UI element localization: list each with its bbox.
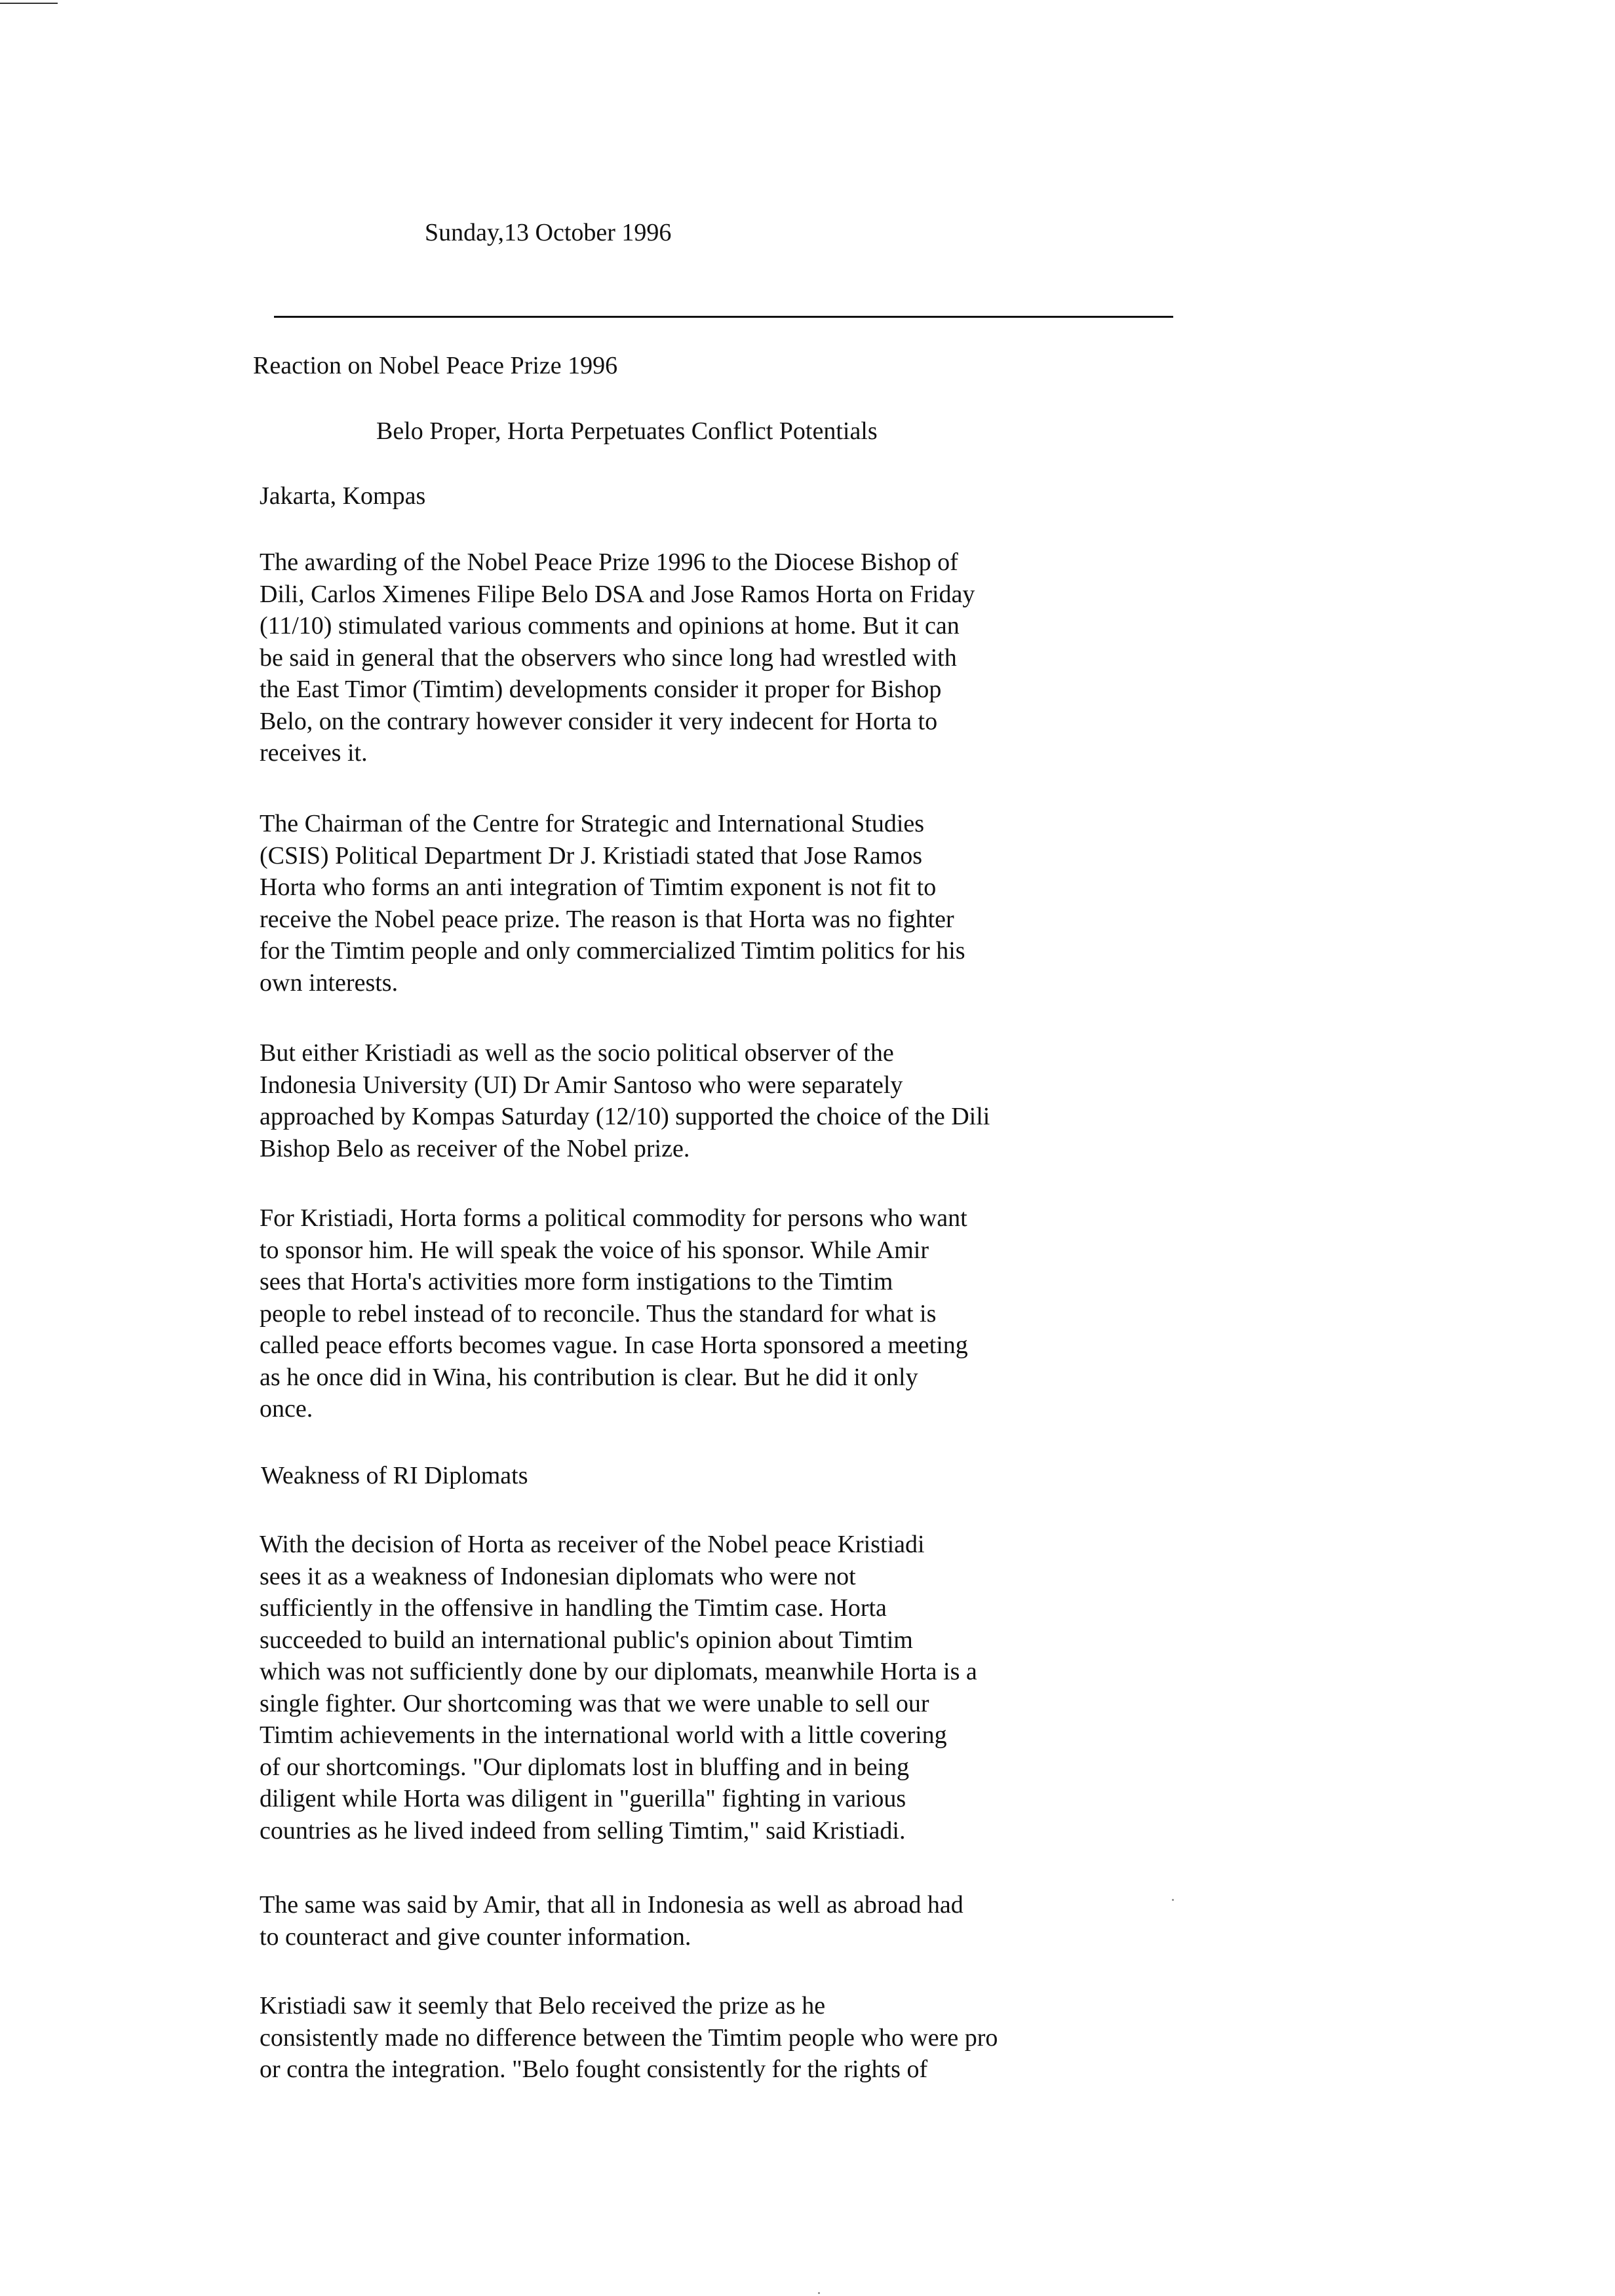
article-dateline: Jakarta, Kompas (260, 482, 426, 510)
paragraph-1 (260, 546, 1138, 769)
paragraph-line: or contra the integration. "Belo fought consistently for the rights of (260, 2056, 928, 2083)
paragraph-line: (11/10) stimulated various comments and opinions at home. But it can (260, 612, 960, 640)
paragraph-3 (260, 1037, 1138, 1164)
scan-speck (818, 2292, 820, 2294)
paragraph-line: once. (260, 1395, 313, 1423)
paragraph-line: For Kristiadi, Horta forms a political commodity for persons who want (260, 1204, 967, 1232)
paragraph-line: diligent while Horta was diligent in "guerilla" fighting in various (260, 1785, 906, 1812)
paragraph-line: Indonesia University (UI) Dr Amir Santoso who were separately (260, 1071, 903, 1099)
header-rule (274, 316, 1173, 318)
article-headline: Belo Proper, Horta Perpetuates Conflict Potentials (376, 417, 878, 445)
paragraph-line: for the Timtim people and only commercialized Timtim politics for his (260, 937, 965, 965)
paragraph-line: own interests. (260, 968, 399, 997)
section-subheading: Weakness of RI Diplomats (261, 1462, 528, 1489)
paragraph-line: people to rebel instead of to reconcile. Thus the standard for what is (260, 1299, 937, 1328)
paragraph-line: The awarding of the Nobel Peace Prize 1996 to the Diocese Bishop of (260, 548, 958, 576)
paragraph-line: Dili, Carlos Ximenes Filipe Belo DSA and Jose Ramos Horta on Friday (260, 580, 975, 608)
paragraph-line: consistently made no difference between the Timtim people who were pro (260, 2023, 998, 2052)
paragraph-7 (260, 1990, 1138, 2086)
paragraph-line: Horta who forms an anti integration of Timtim exponent is not fit to (260, 873, 937, 901)
paragraph-line: sees that Horta's activities more form instigations to the Timtim (260, 1268, 893, 1295)
paragraph-2 (260, 808, 1138, 999)
paragraph-line: Bishop Belo as receiver of the Nobel prize. (260, 1134, 690, 1162)
paragraph-line: sees it as a weakness of Indonesian diplomats who were not (260, 1562, 856, 1590)
paragraph-line: Timtim achievements in the international world with a little covering (260, 1721, 947, 1749)
document-date: Sunday,13 October 1996 (425, 219, 672, 246)
section-label: Reaction on Nobel Peace Prize 1996 (253, 352, 618, 379)
paragraph-line: receives it. (260, 739, 368, 767)
paragraph-line: which was not sufficiently done by our diplomats, meanwhile Horta is a (260, 1658, 977, 1685)
paragraph-line: With the decision of Horta as receiver of the Nobel peace Kristiadi (260, 1531, 925, 1558)
paragraph-line: single fighter. Our shortcoming was that we were unable to sell our (260, 1689, 929, 1717)
paragraph-line: succeeded to build an international public's opinion about Timtim (260, 1626, 913, 1654)
paragraph-line: (CSIS) Political Department Dr J. Kristiadi stated that Jose Ramos (260, 841, 923, 870)
paragraph-line: The Chairman of the Centre for Strategic and International Studies (260, 810, 925, 837)
paragraph-line: approached by Kompas Saturday (12/10) supported the choice of the Dili (260, 1103, 990, 1130)
paragraph-6 (260, 1889, 1138, 1953)
paragraph-line: receive the Nobel peace prize. The reason is that Horta was no fighter (260, 905, 954, 933)
paragraph-line: called peace efforts becomes vague. In case Horta sponsored a meeting (260, 1331, 968, 1359)
paragraph-4 (260, 1202, 1138, 1425)
paragraph-line: The same was said by Amir, that all in Indonesia as well as abroad had (260, 1891, 963, 1919)
paragraph-5 (260, 1529, 1138, 1846)
paragraph-line: the East Timor (Timtim) developments consider it proper for Bishop (260, 676, 942, 703)
paragraph-line: to counteract and give counter information. (260, 1923, 691, 1951)
scan-corner-mark (0, 3, 58, 4)
paragraph-line: Belo, on the contrary however consider it very indecent for Horta to (260, 707, 938, 735)
paragraph-line: But either Kristiadi as well as the socio political observer of the (260, 1039, 894, 1067)
paragraph-line: to sponsor him. He will speak the voice of his sponsor. While Amir (260, 1236, 929, 1264)
paragraph-line: Kristiadi saw it seemly that Belo received the prize as he (260, 1992, 826, 2019)
paragraph-line: as he once did in Wina, his contribution is clear. But he did it only (260, 1363, 918, 1391)
paragraph-line: sufficiently in the offensive in handling the Timtim case. Horta (260, 1594, 887, 1622)
paragraph-line: of our shortcomings. "Our diplomats lost in bluffing and in being (260, 1753, 910, 1781)
paragraph-line: be said in general that the observers who since long had wrestled with (260, 643, 957, 672)
paragraph-line: countries as he lived indeed from selling Timtim," said Kristiadi. (260, 1816, 906, 1845)
scan-speck (1172, 1899, 1174, 1901)
